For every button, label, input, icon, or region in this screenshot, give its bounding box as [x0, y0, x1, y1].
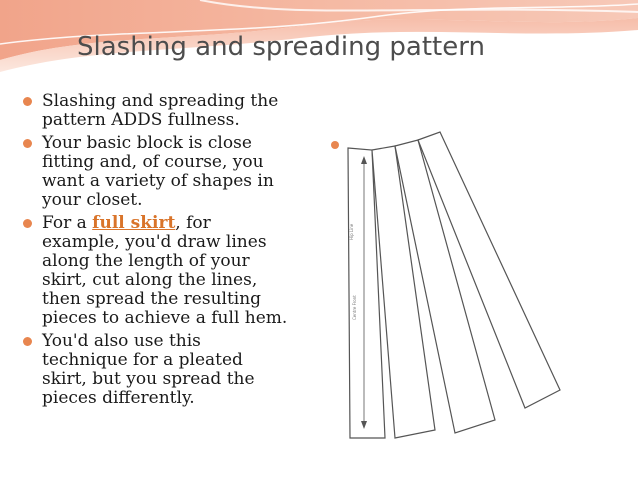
bullet-text-before: For a — [42, 213, 93, 233]
bullet-dot-icon — [23, 97, 32, 106]
centre-front-label: Centre Front — [352, 295, 357, 320]
bullet-text: Your basic block is close fitting and, of course, you want a variety of shapes in your closet. — [42, 133, 274, 210]
bullet-dot-icon — [23, 139, 32, 148]
bullet-item — [22, 92, 290, 130]
bullet-dot-icon — [331, 141, 339, 149]
full-skirt-link[interactable]: full skirt — [92, 213, 176, 233]
bullet-text: You'd also use this technique for a pleated skirt, but you spread the pieces differently. — [42, 331, 255, 408]
hip-line-label: Hip Line — [349, 223, 354, 240]
bullet-text-after: , for example, you'd draw lines along the length of your skirt, cut along the lines, then spread the resulting pieces to achieve a full hem. — [42, 213, 288, 328]
slide-title: Slashing and spreading pattern — [77, 32, 485, 62]
bullet-dot-icon — [23, 337, 32, 346]
bullet-list — [22, 92, 290, 412]
bullet-dot-icon — [23, 219, 32, 228]
bullet-item — [22, 134, 290, 210]
bullet-item — [22, 214, 290, 328]
skirt-pattern-diagram — [340, 120, 580, 450]
bullet-item — [22, 332, 290, 408]
bullet-text: Slashing and spreading the pattern ADDS fullness. — [42, 91, 279, 130]
